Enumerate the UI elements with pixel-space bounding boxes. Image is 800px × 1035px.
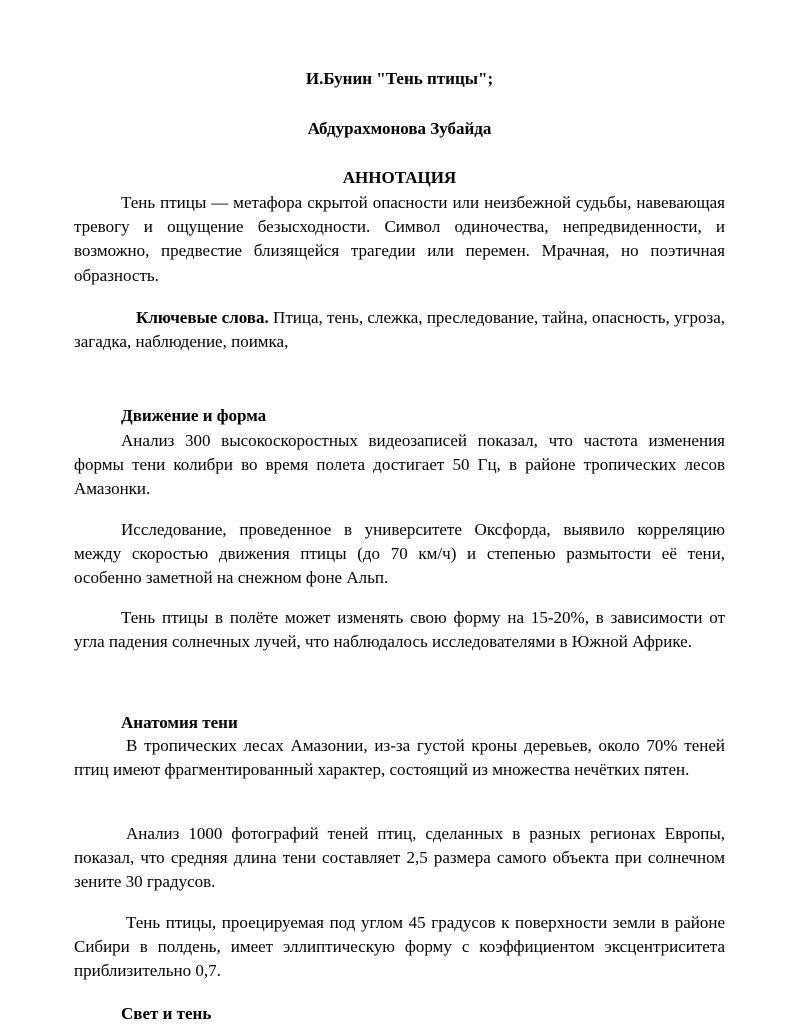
movement-paragraph-1: Анализ 300 высокоскоростных видеозаписей показал, что частота изменения формы тени колибри во время полета достигает 50 Гц, в районе тропических лесов Амазонки. <box>74 431 725 499</box>
movement-paragraph-2: Исследование, проведенное в университете Оксфорда, выявило корреляцию между скоростью движения птицы (до 70 км/ч) и степенью размытости её тени, особенно заметной на снежном фоне Альп. <box>74 520 725 588</box>
movement-paragraph-3: Тень птицы в полёте может изменять свою форму на 15-20%, в зависимости от угла падения солнечных лучей, что наблюдалось исследователями в Южной Африке. <box>74 608 725 652</box>
author-name: Абдурахмонова Зубайда <box>307 119 492 138</box>
annotation-block <box>74 191 725 288</box>
section-heading-light: Свет и тень <box>121 1004 212 1023</box>
section-heading-movement: Движение и форма <box>121 406 267 425</box>
anatomy-paragraph-1: В тропических лесах Амазонии, из-за густой кроны деревьев, около 70% теней птиц имеют фрагментированный характер, состоящий из множества нечётких пятен. <box>74 736 725 780</box>
keywords-list: Птица, тень, слежка, преследование, тайна, опасность, угроза, загадка, наблюдение, поимка, <box>74 308 725 352</box>
keywords-label: Ключевые слова. <box>136 308 269 327</box>
section-heading-anatomy: Анатомия тени <box>121 713 238 732</box>
anatomy-paragraph-3-block <box>74 911 725 984</box>
movement-paragraph-3-block <box>74 606 725 654</box>
anatomy-paragraph-2-block <box>74 822 725 895</box>
annotation-paragraph: Тень птицы — метафора скрытой опасности или неизбежной судьбы, навевающая тревогу и ощущение безысходности. Символ одиночества, непредвиденности, и возможно, предвестие близящейся трагедии или перемен. Мрачная, но поэтичная образность. <box>74 193 725 285</box>
movement-paragraph-1-block <box>74 429 725 502</box>
annotation-heading: АННОТАЦИЯ <box>342 168 457 187</box>
movement-paragraph-2-block <box>74 518 725 591</box>
keywords-block <box>74 306 725 354</box>
anatomy-paragraph-3: Тень птицы, проецируемая под углом 45 градусов к поверхности земли в районе Сибири в полдень, имеет эллиптическую форму с коэффициентом эксцентриситета приблизительно 0,7. <box>74 913 725 981</box>
keywords-paragraph <box>74 306 725 354</box>
anatomy-paragraph-1-block <box>74 734 725 782</box>
document-title: И.Бунин "Тень птицы"; <box>305 69 494 88</box>
anatomy-paragraph-2: Анализ 1000 фотографий теней птиц, сделанных в разных регионах Европы, показал, что средняя длина тени составляет 2,5 размера самого объекта при солнечном зените 30 градусов. <box>74 824 725 892</box>
